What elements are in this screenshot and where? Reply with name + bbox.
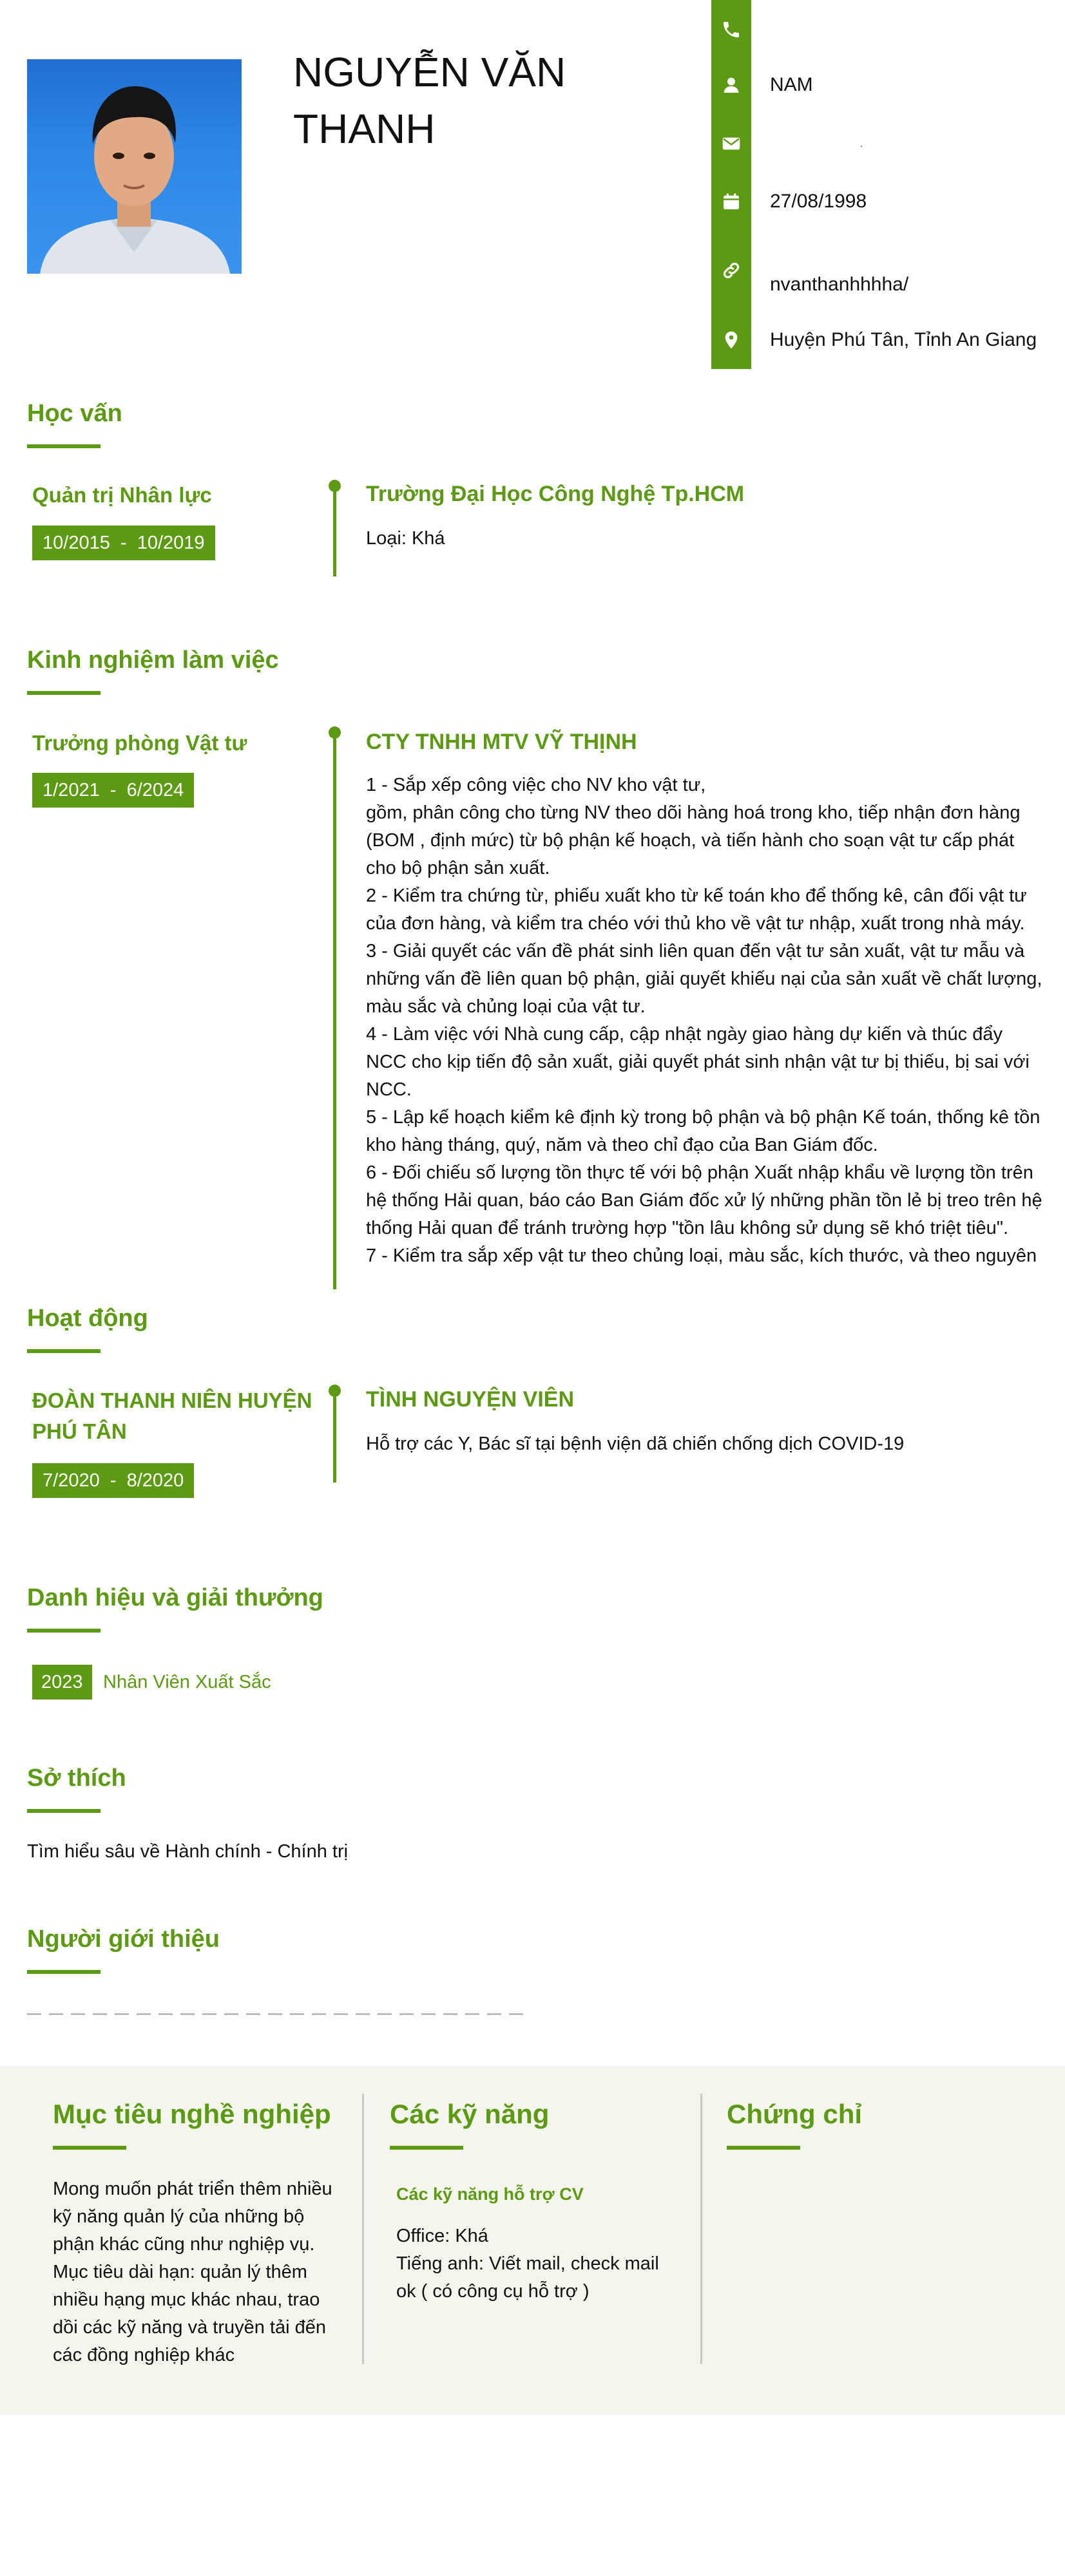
- contact-icon-bar: [711, 0, 751, 369]
- email-icon: [721, 133, 742, 154]
- education-school: Trường Đại Học Công Nghệ Tp.HCM: [366, 482, 745, 506]
- experience-heading: Kinh nghiệm làm việc: [27, 647, 279, 674]
- address-value: Huyện Phú Tân, Tỉnh An Giang: [770, 329, 1037, 350]
- award-year-badge: 2023: [32, 1665, 92, 1700]
- activities-role: TÌNH NGUYỆN VIÊN: [366, 1387, 575, 1412]
- skill-office: Office: Khá: [396, 2226, 488, 2246]
- cv-header: [0, 0, 1065, 374]
- experience-date-badge: 1/2021 - 6/2024: [32, 773, 194, 808]
- column-divider: [700, 2094, 702, 2364]
- profile-photo: [27, 59, 242, 274]
- person-icon: [721, 75, 742, 95]
- award-title: Nhân Viên Xuất Sắc: [103, 1672, 271, 1692]
- career-goal-text: Mong muốn phát triển thêm nhiều kỹ năng quản lý của những bộ phận khác cũng như nghiệp vụ. Mục tiêu dài hạn: quản lý thêm nhiều hạng mục khác nhau, trao dồi các kỹ năng và truyền tải đến các đồng nghiệp khác: [53, 2179, 332, 2365]
- education-detail: Loại: Khá: [366, 528, 445, 549]
- awards-heading: Danh hiệu và giải thưởng: [27, 1584, 323, 1611]
- column-divider: [362, 2094, 364, 2364]
- section-underline: [53, 2146, 126, 2150]
- certificates-heading: Chứng chỉ: [727, 2099, 863, 2129]
- section-underline: [390, 2146, 463, 2150]
- skill-english: Tiếng anh: Viết mail, check mail ok ( có công cụ hỗ trợ ): [396, 2253, 659, 2302]
- hobbies-text: Tìm hiểu sâu về Hành chính - Chính trị: [27, 1841, 349, 1862]
- portrait-image: [27, 59, 242, 274]
- experience-position: Trưởng phòng Vật tư: [32, 731, 247, 755]
- activities-date-badge: 7/2020 - 8/2020: [32, 1463, 194, 1498]
- website-link[interactable]: nvanthanhhhha/: [770, 274, 909, 295]
- career-goal-heading: Mục tiêu nghề nghiệp: [53, 2099, 331, 2129]
- link-icon: [721, 260, 742, 281]
- email-value[interactable]: .: [860, 138, 863, 149]
- section-underline: [727, 2146, 800, 2150]
- timeline-line: [333, 1387, 336, 1482]
- footer-panel: [0, 2066, 1065, 2415]
- location-pin-icon: [721, 330, 742, 350]
- education-major: Quản trị Nhân lực: [32, 483, 212, 507]
- timeline-line: [333, 729, 336, 1289]
- skills-heading: Các kỹ năng: [390, 2099, 550, 2129]
- activities-organization: ĐOÀN THANH NIÊN HUYỆN PHÚ TÂN: [32, 1388, 312, 1443]
- skills-group-title: Các kỹ năng hỗ trợ CV: [396, 2184, 584, 2204]
- section-underline: [27, 444, 101, 448]
- references-faded-text: [27, 2011, 530, 2017]
- section-underline: [27, 1349, 101, 1353]
- candidate-name: NGUYỄN VĂN THANH: [293, 49, 566, 152]
- gender-value: NAM: [770, 74, 813, 95]
- phone-icon: [721, 19, 742, 40]
- activities-description: Hỗ trợ các Y, Bác sĩ tại bệnh viện dã chiến chống dịch COVID-19: [366, 1434, 905, 1454]
- timeline-line: [333, 483, 336, 576]
- education-heading: Học vấn: [27, 400, 122, 427]
- section-underline: [27, 1809, 101, 1813]
- references-heading: Người giới thiệu: [27, 1926, 220, 1953]
- calendar-icon: [721, 191, 742, 212]
- section-underline: [27, 1629, 101, 1633]
- section-underline: [27, 1970, 101, 1974]
- experience-company: CTY TNHH MTV VỸ THỊNH: [366, 730, 637, 754]
- activities-heading: Hoạt động: [27, 1305, 148, 1332]
- hobbies-heading: Sở thích: [27, 1765, 126, 1792]
- experience-description: 1 - Sắp xếp công việc cho NV kho vật tư, gồm, phân công cho từng NV theo dõi hàng hoá trong kho, tiếp nhận đơn hàng (BOM , định mức) từ bộ phận kế hoạch, và tiến hành cho soạn vật tư cấp phát cho bộ phận sản xuất. 2 - Kiểm tra chứng từ, phiếu xuất kho từ kế toán kho để thống kê, cân đối vật tư của đơn hàng, và kiểm tra chéo với thủ kho về vật tư nhập, xuất trong nhà máy. 3 - Giải quyết các vấn đề phát sinh liên quan đến vật tư sản xuất, vật tư mẫu và những vấn đề liên quan bộ phận, giải quyết khiếu nại của sản xuất về chất lượng, màu sắc và chủng loại của vật tư. 4 - Làm việc với Nhà cung cấp, cập nhật ngày giao hàng dự kiến và thúc đẩy NCC cho kịp tiến độ sản xuất, giải quyết phát sinh nhận vật tư bị thiếu, bị sai với NCC. 5 - Lập kế hoạch kiểm kê định kỳ trong bộ phận và bộ phận Kế toán, thống kê tồn kho hàng tháng, quý, năm và theo chỉ đạo của Ban Giám đốc. 6 - Đối chiếu số lượng tồn thực tế với bộ phận Xuất nhập khẩu về lượng tồn trên hệ thống Hải quan, báo cáo Ban Giám đốc xử lý những phần tồn lẻ bị treo trên hệ thống Hải quan để tránh trường hợp "tồn lâu không sử dụng sẽ khó triệt tiêu". 7 - Kiểm tra sắp xếp vật tư theo chủng loại, màu sắc, kích thước, và theo nguyên: [366, 775, 1042, 1266]
- dob-value: 27/08/1998: [770, 191, 867, 212]
- education-date-badge: 10/2015 - 10/2019: [32, 526, 215, 560]
- section-underline: [27, 691, 101, 695]
